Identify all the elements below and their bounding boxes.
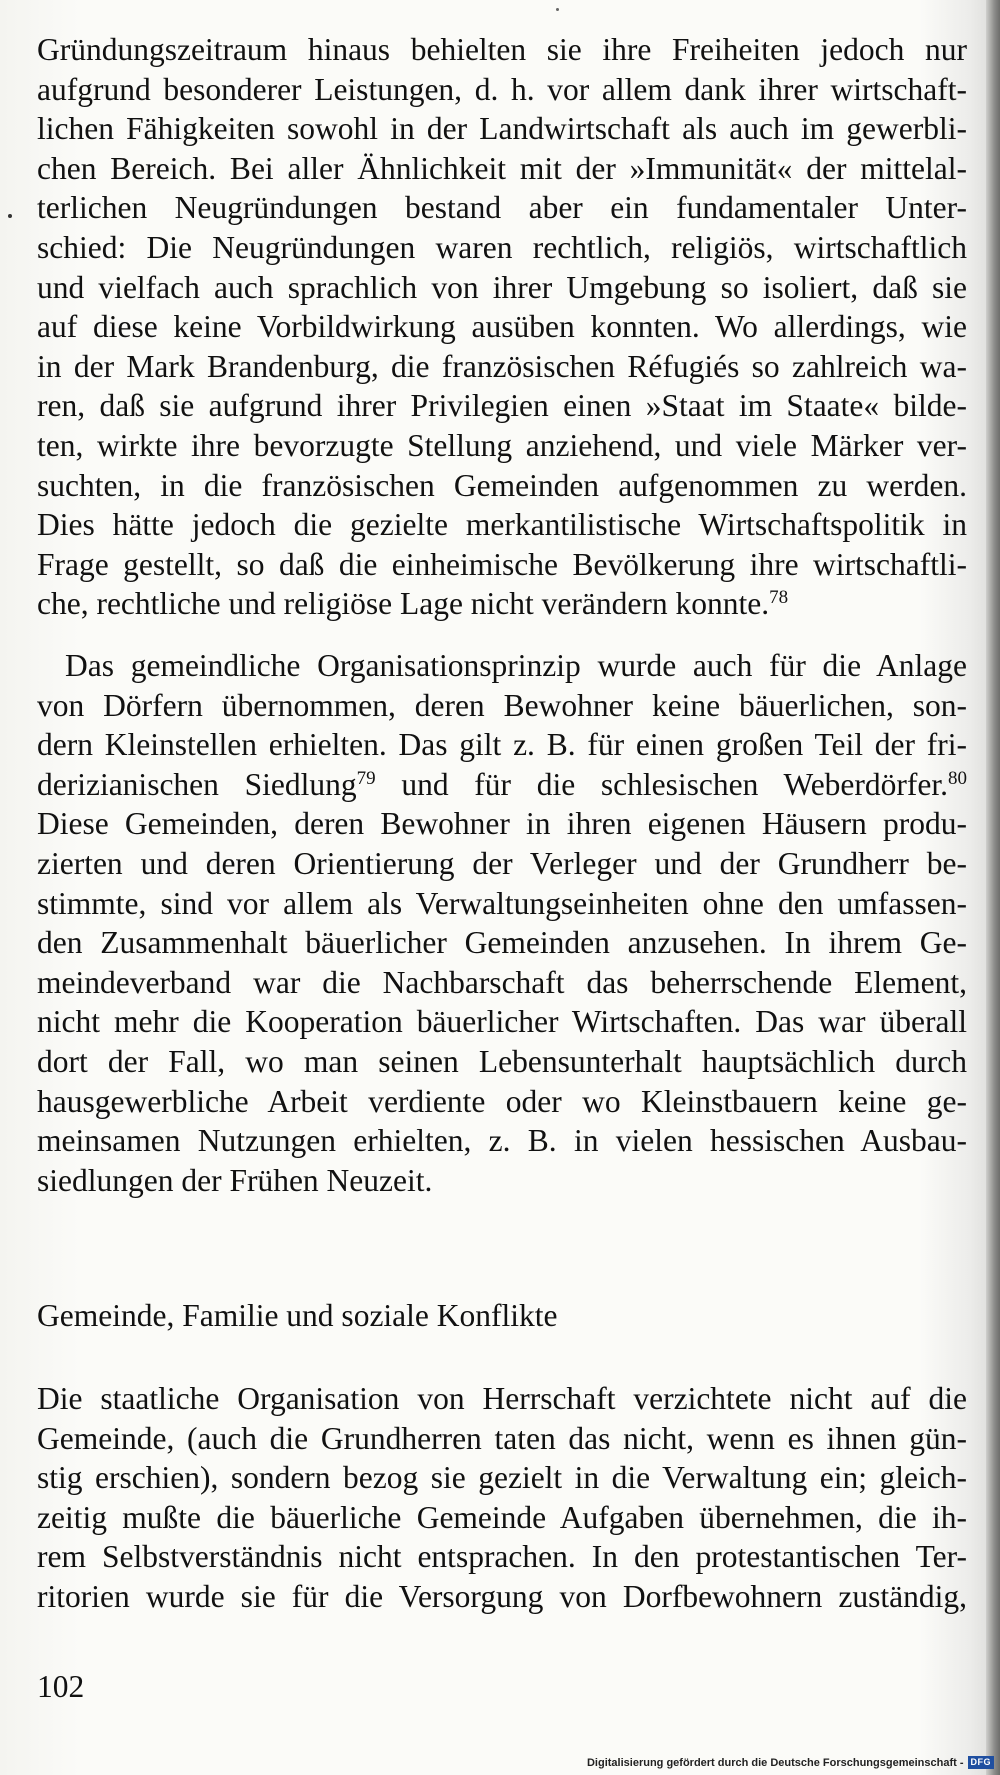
text-line: hausgewerbliche Arbeit verdiente oder wo Kleinstbauern keine ge- <box>37 1083 967 1119</box>
text-line: stimmte, sind vor allem als Verwaltungseinheiten ohne den umfassen- <box>37 885 967 921</box>
text-line: nicht mehr die Kooperation bäuerlicher Wirtschaften. Das war überall <box>37 1004 967 1040</box>
text-line: aufgrund besonderer Leistungen, d. h. vor allem dank ihrer wirtschaft- <box>37 71 967 107</box>
text-line: zeitig mußte die bäuerliche Gemeinde Aufgaben übernehmen, die ih- <box>37 1499 967 1535</box>
text-line: lichen Fähigkeiten sowohl in der Landwirtschaft als auch im gewerbli- <box>37 111 967 147</box>
text-line: Gründungszeitraum hinaus behielten sie ihre Freiheiten jedoch nur <box>37 32 967 67</box>
text-line: auf diese keine Vorbildwirkung ausüben konnten. Wo allerdings, wie <box>37 309 967 345</box>
text-line: Frage gestellt, so daß die einheimische Bevölkerung ihre wirtschaftli- <box>37 546 967 582</box>
text-line <box>37 765 967 805</box>
text-line: in der Mark Brandenburg, die französischen Réfugiés so zahlreich wa- <box>37 348 967 384</box>
text-line: den Zusammenhalt bäuerlicher Gemeinden anzusehen. In ihrem Ge- <box>37 925 967 961</box>
text-line: von Dörfern übernommen, deren Bewohner keine bäuerlichen, son- <box>37 687 967 723</box>
text-line: siedlungen der Frühen Neuzeit. <box>37 1162 433 1198</box>
paragraph-2 <box>37 646 967 1200</box>
footer-text: Digitalisierung gefördert durch die Deutsche Forschungsgemeinschaft - <box>586 1756 964 1769</box>
text-line: und vielfach auch sprachlich von ihrer Umgebung so isoliert, daß sie <box>37 269 967 305</box>
scan-speck <box>556 8 559 11</box>
text-fragment: und für die schlesischen Weberdörfer. <box>375 766 948 802</box>
text-line: terlichen Neugründungen bestand aber ein fundamentaler Unter- <box>37 190 967 226</box>
text-line: suchten, in die französischen Gemeinden aufgenommen zu werden. <box>37 467 967 503</box>
text-line: rem Selbstverständnis nicht entsprachen. In den protestantischen Ter- <box>37 1539 967 1575</box>
paragraph-3 <box>37 1379 967 1617</box>
text-line: Die staatliche Organisation von Herrschaft verzichtete nicht auf die <box>37 1381 967 1416</box>
text-fragment: derizianischen Siedlung <box>37 766 357 802</box>
footnote-ref-78[interactable]: 78 <box>769 587 789 609</box>
text-line: ritorien wurde sie für die Versorgung von Dorfbewohnern zuständig, <box>37 1578 967 1614</box>
text-line: dern Kleinstellen erhielten. Das gilt z. B. für einen großen Teil der fri- <box>37 727 967 763</box>
text-line: Das gemeindliche Organisationsprinzip wurde auch für die Anlage <box>65 648 967 683</box>
dfg-logo-icon: DFG <box>968 1756 995 1769</box>
section-heading: Gemeinde, Familie und soziale Konflikte <box>37 1298 558 1333</box>
page-number: 102 <box>37 1669 85 1704</box>
digitization-footer <box>587 1756 994 1769</box>
text-line: meindeverband war die Nachbarschaft das beherrschende Element, <box>37 964 967 1000</box>
text-line: stig erschien), sondern bezog sie gezielt in die Verwaltung ein; gleich- <box>37 1460 967 1496</box>
text-line: chen Bereich. Bei aller Ähnlichkeit mit der »Immunität« der mittelal- <box>37 150 967 186</box>
text-line: meinsamen Nutzungen erhielten, z. B. in vielen hessischen Ausbau- <box>37 1123 967 1159</box>
text-fragment: che, rechtliche und religiöse Lage nicht verändern konnte. <box>37 586 770 622</box>
text-line: ren, daß sie aufgrund ihrer Privilegien einen »Staat im Staate« bilde- <box>37 388 967 424</box>
text-line <box>37 584 967 624</box>
footnote-ref-80[interactable]: 80 <box>948 767 967 789</box>
text-line: dort der Fall, wo man seinen Lebensunterhalt hauptsächlich durch <box>37 1043 967 1079</box>
paragraph-1 <box>37 30 967 624</box>
page-gutter-shadow <box>986 0 1000 1775</box>
footnote-ref-79[interactable]: 79 <box>356 767 376 789</box>
margin-mark <box>8 214 12 218</box>
text-line: schied: Die Neugründungen waren rechtlich, religiös, wirtschaftlich <box>37 229 967 265</box>
text-line: ten, wirkte ihre bevorzugte Stellung anziehend, und viele Märker ver- <box>37 427 967 463</box>
text-line: Diese Gemeinden, deren Bewohner in ihren eigenen Häusern produ- <box>37 806 967 842</box>
text-line: Dies hätte jedoch die gezielte merkantilistische Wirtschaftspolitik in <box>37 507 967 543</box>
text-line: Gemeinde, (auch die Grundherren taten das nicht, wenn es ihnen gün- <box>37 1420 967 1456</box>
text-line: zierten und deren Orientierung der Verleger und der Grundherr be- <box>37 845 967 881</box>
